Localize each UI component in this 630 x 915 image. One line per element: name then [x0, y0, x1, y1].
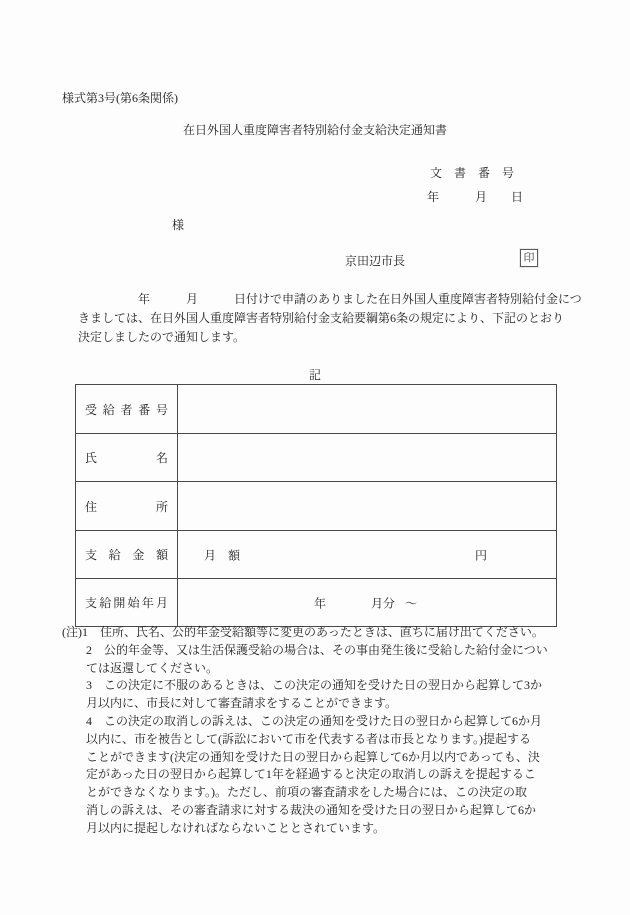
text-line: 月以内に、市長に対して審査請求をすることができます。: [62, 696, 398, 711]
tilde-label: ～: [405, 596, 418, 610]
text-line: とができなくなります。)。ただし、前項の審査請求をした場合には、この決定の取: [62, 785, 528, 800]
ki-heading: 記: [308, 368, 321, 382]
sender-mayor: 京田辺市長: [345, 254, 406, 268]
body-paragraph: [78, 290, 582, 347]
text-line: 2 公的年金等、又は生活保護受給の場合は、その事由発生後に受給した給付金につい: [62, 642, 548, 657]
payment-start-field: [178, 579, 556, 626]
monthly-amount-label: 月 額: [204, 548, 241, 562]
table-row-payment-amount: [76, 530, 556, 578]
text-line: ことができます(決定の通知を受けた日の翌日から起算して6か月以内であっても、決: [62, 749, 540, 764]
document-number-label: 文 書 番 号: [430, 166, 515, 180]
month-label: 月分: [371, 596, 396, 610]
text-line: きましては、在日外国人重度障害者特別給付金支給要綱第6条の規定により、下記のとおり: [78, 311, 565, 325]
text-line: (注)1 住所、氏名、公的年金受給額等に変更のあったときは、直ちに届け出てください。: [62, 625, 544, 639]
decision-table: [75, 384, 557, 627]
row-label-payment-amount: 支 給 金 額: [85, 548, 168, 562]
yen-unit-label: 円: [475, 548, 488, 562]
payment-amount-field: [178, 531, 556, 578]
document-title: 在日外国人重度障害者特別給付金支給決定通知書: [182, 123, 447, 137]
text-line: 以内に、市を被告として(訴訟において市を代表する者は市長となります。)提起する: [62, 731, 532, 746]
text-line: 年 月 日付けで申請のありました在日外国人重度障害者特別給付金につ: [78, 292, 582, 306]
row-label-payment-start: 支 給 開 始 年 月: [85, 596, 168, 610]
text-line: 4 この決定の取消しの訴えは、この決定の通知を受けた日の翌日から起算して6か月: [62, 713, 543, 728]
address-field: [178, 482, 556, 530]
recipient-number-field: [178, 385, 556, 433]
row-label-recipient-number: 受 給 者 番 号: [85, 402, 168, 417]
table-row-recipient-number: [76, 385, 556, 433]
addressee-suffix: 様: [172, 218, 185, 232]
text-line: 3 この決定に不服のあるときは、この決定の通知を受けた日の翌日から起算して3か: [62, 678, 543, 693]
seal-placeholder-icon: 印: [520, 249, 538, 267]
row-label-address: 住 所: [85, 499, 168, 514]
document-date-line: 年 月 日: [427, 190, 524, 204]
row-label-name: 氏 名: [85, 451, 168, 465]
name-field: [178, 434, 556, 481]
text-line: 消しの訴えは、その審査請求に対する裁決の通知を受けた日の翌日から起算して6か: [62, 802, 537, 817]
table-row-address: [76, 481, 556, 530]
text-line: ては返還してください。: [62, 660, 219, 675]
text-line: 決定しましたので通知します。: [78, 330, 246, 344]
text-line: 月以内に提起しなければならないこととされています。: [62, 820, 386, 835]
table-row-name: [76, 433, 556, 481]
table-row-payment-start: [76, 578, 556, 626]
notes-section: [62, 624, 582, 838]
text-line: 定があった日の翌日から起算して1年を経過すると決定の取消しの訴えを提起するこ: [62, 767, 536, 782]
year-label: 年: [314, 596, 327, 610]
form-number: 様式第3号(第6条関係): [62, 91, 178, 105]
